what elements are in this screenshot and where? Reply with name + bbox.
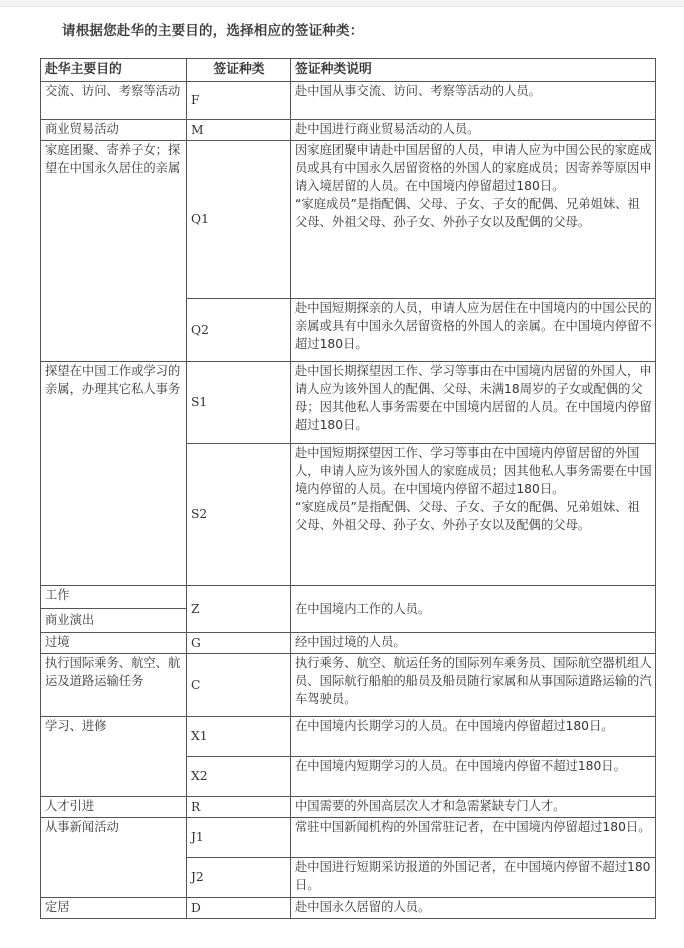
header-desc: 签证种类说明 xyxy=(291,59,656,82)
visa-code-cell: S2 xyxy=(187,444,291,586)
purpose-cell: 过境 xyxy=(41,633,187,654)
desc-cell: 常驻中国新闻机构的外国常驻记者，在中国境内停留超过180日。 xyxy=(291,818,656,858)
table-row xyxy=(41,362,656,444)
desc-cell: 在中国境内长期学习的人员。在中国境内停留超过180日。 xyxy=(291,717,656,757)
header-type: 签证种类 xyxy=(187,59,291,82)
visa-code-cell: F xyxy=(187,82,291,120)
visa-code-cell: X2 xyxy=(187,757,291,797)
visa-code-cell: S1 xyxy=(187,362,291,444)
visa-code-cell: Q1 xyxy=(187,141,291,299)
desc-paragraph: 在中国境内工作的人员。 xyxy=(295,601,431,616)
table-row xyxy=(41,898,656,919)
desc-cell: 赴中国长期探望因工作、学习等事由在中国境内居留的外国人，申请人应为该外国人的配偶、父母、未满18周岁的子女或配偶的父母；因其他私人事务需要在中国境内居留的人员。在中国境内停留超过180日。 xyxy=(291,362,656,444)
visa-code-cell: D xyxy=(187,898,291,919)
desc-note: “家庭成员”是指配偶、父母、子女、子女的配偶、兄弟姐妹、祖父母、外祖父母、孙子女、外孙子女以及配偶的父母。 xyxy=(295,197,640,229)
desc-cell: 赴中国从事交流、访问、考察等活动的人员。 xyxy=(291,82,656,120)
purpose-cell: 学习、进修 xyxy=(41,717,187,797)
header-row xyxy=(41,59,656,82)
table-row xyxy=(41,717,656,757)
purpose-cell: 执行国际乘务、航空、航运及道路运输任务 xyxy=(41,654,187,717)
desc-cell xyxy=(291,444,656,586)
desc-cell: 赴中国短期探亲的人员，申请人应为居住在中国境内的中国公民的亲属或具有中国永久居留资格的外国人的亲属。在中国境内停留不超过180日。 xyxy=(291,299,656,362)
visa-code-cell: Z xyxy=(187,586,291,633)
visa-code-cell: G xyxy=(187,633,291,654)
purpose-cell: 商业演出 xyxy=(41,609,187,633)
desc-cell: 赴中国进行商业贸易活动的人员。 xyxy=(291,120,656,141)
table-row xyxy=(41,586,656,609)
purpose-cell: 工作 xyxy=(41,586,187,609)
table-row xyxy=(41,120,656,141)
intro-text: 请根据您赴华的主要目的，选择相应的签证种类： xyxy=(62,23,364,39)
purpose-cell: 探望在中国工作或学习的亲属，办理其它私人事务 xyxy=(41,362,187,586)
desc-cell: 中国需要的外国高层次人才和急需紧缺专门人才。 xyxy=(291,797,656,818)
desc-paragraph: 赴中国短期探望因工作、学习等事由在中国境内停留居留的外国人，申请人应为该外国人的家庭成员；因其他私人事务需要在中国境内停留的人员。在中国境内停留不超过180日。 xyxy=(295,446,652,496)
visa-type-table xyxy=(40,58,656,919)
desc-note: “家庭成员”是指配偶、父母、子女、子女的配偶、兄弟姐妹、祖父母、外祖父母、孙子女、外孙子女以及配偶的父母。 xyxy=(295,500,640,532)
desc-cell xyxy=(291,586,656,633)
visa-code-cell: M xyxy=(187,120,291,141)
desc-cell: 赴中国进行短期采访报道的外国记者，在中国境内停留不超过180日。 xyxy=(291,858,656,898)
purpose-cell: 家庭团聚、寄养子女；探望在中国永久居住的亲属 xyxy=(41,141,187,362)
table-row xyxy=(41,633,656,654)
visa-code-cell: C xyxy=(187,654,291,717)
purpose-cell: 交流、访问、考察等活动 xyxy=(41,82,187,120)
visa-code-cell: J2 xyxy=(187,858,291,898)
purpose-cell: 人才引进 xyxy=(41,797,187,818)
table-row xyxy=(41,818,656,858)
desc-cell: 在中国境内短期学习的人员。在中国境内停留不超过180日。 xyxy=(291,757,656,797)
purpose-cell: 定居 xyxy=(41,898,187,919)
visa-code-cell: R xyxy=(187,797,291,818)
header-purpose: 赴华主要目的 xyxy=(41,59,187,82)
desc-cell xyxy=(291,141,656,299)
table-row xyxy=(41,141,656,299)
purpose-cell: 商业贸易活动 xyxy=(41,120,187,141)
purpose-cell: 从事新闻活动 xyxy=(41,818,187,898)
desc-paragraph: 因家庭团聚申请赴中国居留的人员，申请人应为中国公民的家庭成员或具有中国永久居留资格的外国人的家庭成员；因寄养等原因申请入境居留的人员。在中国境内停留超过180日。 xyxy=(295,143,652,193)
visa-code-cell: J1 xyxy=(187,818,291,858)
table-row xyxy=(41,654,656,717)
table-row xyxy=(41,797,656,818)
visa-code-cell: X1 xyxy=(187,717,291,757)
table-row xyxy=(41,82,656,120)
desc-cell: 执行乘务、航空、航运任务的国际列车乘务员、国际航空器机组人员、国际航行船舶的船员及船员随行家属和从事国际道路运输的汽车驾驶员。 xyxy=(291,654,656,717)
desc-cell: 经中国过境的人员。 xyxy=(291,633,656,654)
top-bar xyxy=(0,0,684,7)
desc-cell: 赴中国永久居留的人员。 xyxy=(291,898,656,919)
visa-code-cell: Q2 xyxy=(187,299,291,362)
